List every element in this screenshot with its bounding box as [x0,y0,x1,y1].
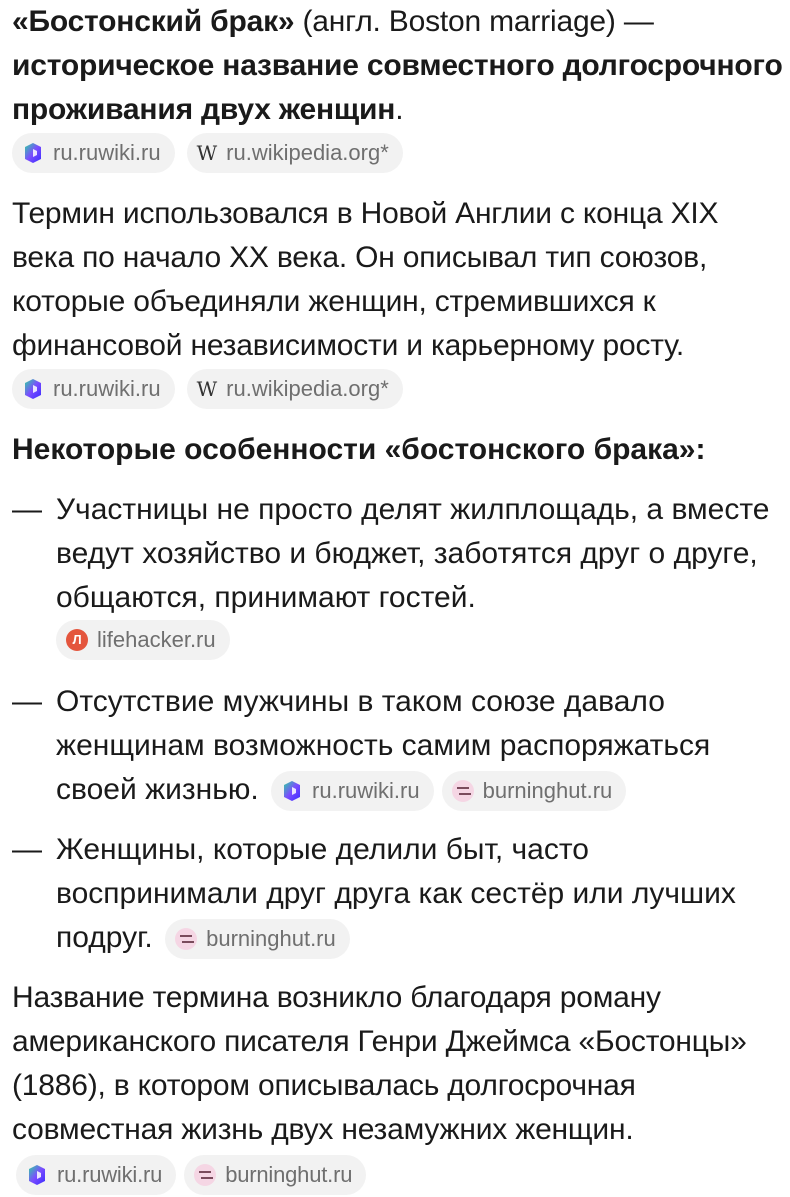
source-chip-burninghut[interactable] [184,1155,366,1195]
period: . [395,93,404,126]
origin-paragraph [12,976,784,1196]
source-label: burninghut.ru [225,1162,353,1188]
source-chip-wikipedia[interactable] [187,133,403,173]
list-item [12,488,784,620]
source-label: ru.wikipedia.org* [226,140,389,165]
origin-text: Название термина возникло благодаря роману американского писателя Генри Джеймса «Бостонцы» (1886), в котором описывалась долгосрочная совместная жизнь двух незамужних женщин. [12,981,747,1146]
source-label: ru.wikipedia.org* [226,376,389,401]
source-chip-ruwiki[interactable] [12,133,175,173]
source-chip-ruwiki[interactable] [16,1155,176,1195]
ruwiki-logo-icon [22,378,44,400]
source-label: ru.ruwiki.ru [312,778,420,804]
wikipedia-w-icon: W [196,377,218,401]
features-heading: Некоторые особенности «бостонского брака»: [12,433,706,466]
source-label: ru.ruwiki.ru [53,140,161,165]
source-chips-3 [56,620,230,660]
source-label: ru.ruwiki.ru [57,1162,163,1188]
source-chips-1 [12,133,403,173]
ruwiki-logo-icon [26,1164,48,1186]
list-dash: — [12,685,42,718]
source-chip-ruwiki[interactable] [271,771,434,811]
source-chip-ruwiki[interactable] [12,369,175,409]
burninghut-logo-icon [452,780,474,802]
source-label: lifehacker.ru [97,627,216,652]
source-chip-burninghut[interactable] [442,771,627,811]
wikipedia-w-icon: W [196,141,218,165]
source-chip-lifehacker[interactable] [56,620,230,660]
ruwiki-logo-icon [22,142,44,164]
list-item-text: Участницы не просто делят жилплощадь, а вместе ведут хозяйство и бюджет, заботятся друг о друге, общаются, принимают гостей. [56,493,770,614]
source-label: burninghut.ru [206,926,336,952]
list-item [12,828,784,960]
list-item-text-content: Отсутствие мужчины в таком союзе давало женщинам возможность самим распоряжаться своей жизнью. [56,685,711,806]
term-title: «Бостонский брак» [12,5,295,38]
list-item-text-content: Женщины, которые делили быт, часто воспринимали друг друга как сестёр или лучших подруг. [56,833,736,954]
burninghut-logo-icon [194,1164,216,1186]
list-dash: — [12,493,42,526]
list-item-text [56,828,784,960]
list-dash: — [12,833,42,866]
list-item-text [56,680,784,812]
list-item [12,680,784,812]
intro-paragraph [12,0,784,132]
source-label: ru.ruwiki.ru [53,376,161,401]
term-aside: (англ. Boston marriage) — [294,5,654,38]
source-chip-burninghut[interactable] [165,919,350,959]
source-chips-2 [12,369,403,409]
history-paragraph: Термин использовался в Новой Англии с конца XIX века по начало XX века. Он описывал тип союзов, которые объединяли женщин, стремившихся к финансовой независимости и карьерному росту. [12,197,719,362]
source-chip-wikipedia[interactable] [187,369,403,409]
lifehacker-logo-icon: Л [66,629,88,651]
ruwiki-logo-icon [281,780,303,802]
source-label: burninghut.ru [482,778,613,804]
burninghut-logo-icon [175,928,197,950]
term-definition: историческое название совместного долгосрочного проживания двух женщин [12,49,783,126]
